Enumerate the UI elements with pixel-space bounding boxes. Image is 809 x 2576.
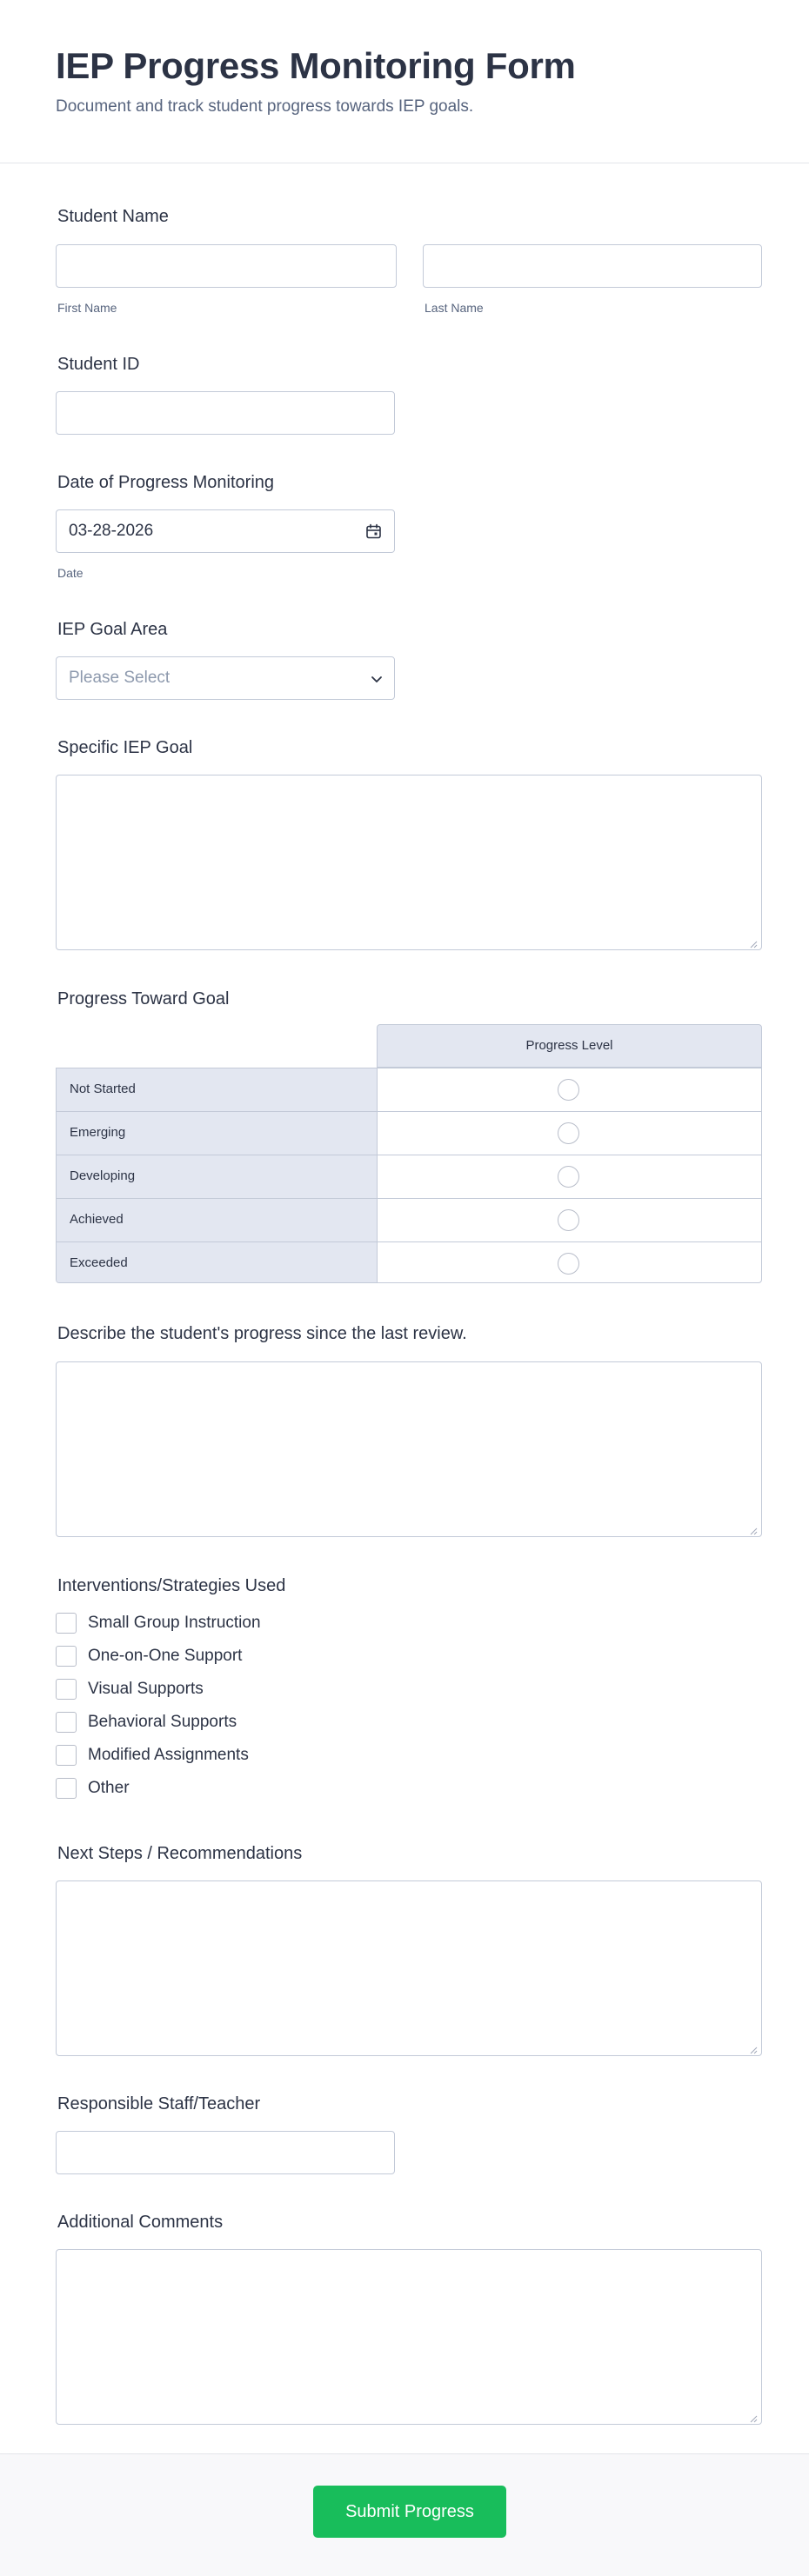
- describe-progress-textarea[interactable]: [56, 1361, 762, 1537]
- matrix-body: [56, 1068, 762, 1283]
- matrix-row: [57, 1199, 761, 1242]
- row-label-text: Developing: [70, 1168, 136, 1183]
- matrix-row: [57, 1112, 761, 1155]
- checkbox-box[interactable]: [56, 1679, 77, 1700]
- resize-grip-icon[interactable]: [749, 937, 758, 946]
- radio-not-started[interactable]: [558, 1079, 579, 1101]
- date-label: Date of Progress Monitoring: [57, 473, 275, 492]
- next-steps-label: Next Steps / Recommendations: [57, 1844, 303, 1863]
- next-steps-textarea[interactable]: [56, 1880, 762, 2056]
- submit-button[interactable]: Submit Progress: [313, 2486, 506, 2538]
- checkbox-box[interactable]: [56, 1712, 77, 1733]
- interventions-label: Interventions/Strategies Used: [57, 1576, 286, 1595]
- radio-developing[interactable]: [558, 1166, 579, 1188]
- radio-emerging[interactable]: [558, 1122, 579, 1144]
- goal-area-label: IEP Goal Area: [57, 620, 168, 639]
- row-label-text: Not Started: [70, 1082, 136, 1096]
- progress-label: Progress Toward Goal: [57, 989, 230, 1008]
- first-name-sublabel: First Name: [57, 301, 117, 315]
- responsible-staff-input[interactable]: [56, 2131, 395, 2174]
- matrix-row-label: [57, 1112, 378, 1155]
- checkbox-label[interactable]: Visual Supports: [88, 1680, 204, 1698]
- specific-goal-label: Specific IEP Goal: [57, 738, 193, 757]
- form-header: [0, 0, 809, 163]
- matrix-row: [57, 1242, 761, 1283]
- resize-grip-icon[interactable]: [749, 2412, 758, 2420]
- form-subtitle: Document and track student progress towards IEP goals.: [56, 97, 474, 116]
- checkbox-box[interactable]: [56, 1778, 77, 1799]
- date-sublabel: Date: [57, 566, 84, 580]
- checkbox-label[interactable]: Behavioral Supports: [88, 1713, 237, 1731]
- last-name-input[interactable]: [423, 244, 762, 288]
- form-title: IEP Progress Monitoring Form: [56, 45, 576, 86]
- matrix-row-label: [57, 1199, 378, 1241]
- checkbox-label[interactable]: Small Group Instruction: [88, 1614, 261, 1632]
- resize-grip-icon[interactable]: [749, 2043, 758, 2052]
- form-footer: [0, 2453, 809, 2576]
- checkbox-box[interactable]: [56, 1745, 77, 1766]
- last-name-sublabel: Last Name: [425, 301, 484, 315]
- row-label-text: Emerging: [70, 1125, 126, 1140]
- describe-progress-label: Describe the student's progress since the last review.: [57, 1324, 467, 1343]
- calendar-icon[interactable]: [365, 523, 383, 541]
- matrix-column-header: [377, 1024, 762, 1068]
- student-id-label: Student ID: [57, 355, 140, 374]
- matrix-row: [57, 1155, 761, 1199]
- date-input[interactable]: [56, 509, 395, 553]
- resize-grip-icon[interactable]: [749, 1524, 758, 1533]
- student-name-label: Student Name: [57, 207, 169, 226]
- responsible-staff-label: Responsible Staff/Teacher: [57, 2094, 261, 2113]
- matrix-row: [57, 1068, 761, 1112]
- progress-matrix: [56, 1024, 762, 1283]
- additional-comments-label: Additional Comments: [57, 2213, 224, 2232]
- additional-comments-textarea[interactable]: [56, 2249, 762, 2425]
- student-id-input[interactable]: [56, 391, 395, 435]
- radio-exceeded[interactable]: [558, 1253, 579, 1275]
- checkbox-box[interactable]: [56, 1613, 77, 1634]
- row-label-text: Achieved: [70, 1212, 124, 1227]
- row-label-text: Exceeded: [70, 1255, 128, 1270]
- first-name-input[interactable]: [56, 244, 397, 288]
- goal-area-select[interactable]: [56, 656, 395, 700]
- matrix-row-label: [57, 1068, 378, 1111]
- radio-achieved[interactable]: [558, 1209, 579, 1231]
- column-header-text: Progress Level: [525, 1038, 613, 1053]
- chevron-down-icon: [370, 672, 384, 686]
- matrix-row-label: [57, 1242, 378, 1283]
- specific-goal-textarea[interactable]: [56, 775, 762, 950]
- matrix-row-label: [57, 1155, 378, 1198]
- goal-area-selected: Please Select: [69, 669, 170, 687]
- checkbox-label[interactable]: One-on-One Support: [88, 1647, 243, 1665]
- checkbox-label[interactable]: Modified Assignments: [88, 1746, 249, 1764]
- checkbox-box[interactable]: [56, 1646, 77, 1667]
- date-value: 03-28-2026: [69, 522, 154, 540]
- checkbox-label[interactable]: Other: [88, 1779, 130, 1797]
